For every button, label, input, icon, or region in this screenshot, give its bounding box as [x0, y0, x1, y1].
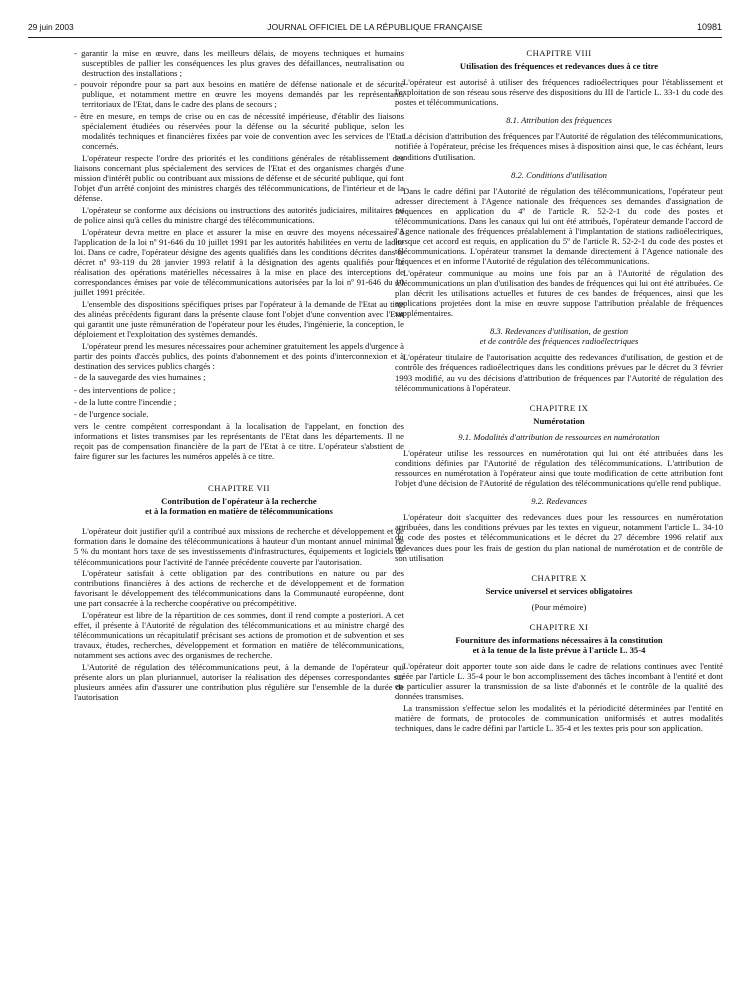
chapter-label: CHAPITRE IX — [529, 402, 589, 413]
paragraph: L'opérateur se conforme aux décisions ou instructions des autorités judiciaires, militaires ou de police ainsi qu'à celles du ministre chargé des télécommunications. — [74, 204, 404, 225]
section-heading-line: 8.3. Redevances d'utilisation, de gestion — [489, 326, 629, 337]
list-item: - de l'urgence sociale. — [74, 408, 149, 419]
chapter-label: CHAPITRE XI — [529, 621, 589, 632]
paragraph: L'opérateur satisfait à cette obligation par des contributions en nature ou par des contributions financières à des actions de recherche et de développement et de formation favorisant le développement des télécommunications dans la Communauté européenne, dont une part consacrée à la recherche coopérative ou précompétitive. — [74, 568, 404, 609]
section-heading-line: et de contrôle des fréquences radioélectriques — [479, 336, 639, 347]
section-heading: 9.1. Modalités d'attribution de ressources en numérotation — [458, 431, 660, 442]
paragraph: L'opérateur doit justifier qu'il a contribué aux missions de recherche et développement et de formation dans le domaine des télécommunications à hauteur d'un montant annuel minimal de 5 % du montant hors taxe de ses investissements d'infrastructures, équipements et logiciels de télécommunications pour l'activité de l'année précédente couverte par l'autorisation. — [74, 526, 404, 567]
header-date: 29 juin 2003 — [28, 22, 74, 32]
chapter-label: CHAPITRE VII — [208, 483, 270, 494]
list-item: - de la lutte contre l'incendie ; — [74, 396, 177, 407]
chapter-title — [74, 496, 404, 516]
chapter-title-line: et à la tenue de la liste prévue à l'article L. 35-4 — [472, 644, 646, 655]
list-item: - des interventions de police ; — [74, 384, 176, 395]
paragraph: Dans le cadre défini par l'Autorité de régulation des télécommunications, l'opérateur peut adresser directement à l'Agence nationale des fréquences ses demandes d'assignation de fréquences en application du 4º de l'article R. 52-2-1 du code des postes et télécommunications. Dans les canaux qui lui ont été attribués, l'opérateur demande l'accord de l'Agence nationale des fréquences préalablement à l'implantation de stations radioélectriques, lorsque cet accord est requis, en application du 5º de l'article R. 52-2-1 du code des postes et télécommunications. L'opérateur transmet la demande directement à l'Agence nationale des fréquences et en informe l'Autorité de régulation des télécommunications. — [395, 185, 723, 267]
list-item: - être en mesure, en temps de crise ou en cas de nécessité impérieuse, d'établir des liaisons spécialement étudiées ou réservées pour la défense ou la sécurité publique, selon les modalités techniques et financières fixées par voie de convention avec les services de l'Etat concernés. — [74, 110, 404, 151]
paragraph: L'opérateur est libre de la répartition de ces sommes, dont il rend compte a posteriori. A cet effet, il présente à l'Autorité de régulation des télécommunications et au ministre chargé des télécommunications un récapitulatif précisant ses actions de promotion et de subvention et ses travaux, études, recherches, développement et formation en matière de télécommunications, notamment ses actions avec des organismes de recherche. — [74, 610, 404, 661]
paragraph: vers le centre compétent correspondant à la localisation de l'appelant, en fonction des informations et listes transmises par les représentants de l'Etat dans les départements. Il ne reçoit pas de compensation financière de la part de l'Etat à ce titre. L'opérateur s'abstient de faire figurer sur les factures les numéros appelés à ce titre. — [74, 420, 404, 462]
paragraph: L'opérateur communique au moins une fois par an à l'Autorité de régulation des télécommunications un plan d'utilisation des bandes de fréquences qui lui ont été attribuées. Ce plan décrit les utilisations actuelles et futures de ces bandes de fréquences, ainsi que les applications projetées dont la mise en œuvre suppose l'attribution préalable de fréquences supplémentaires. — [395, 267, 723, 319]
section-heading — [395, 326, 723, 346]
memo-note: (Pour mémoire) — [531, 601, 587, 612]
list-item: - de la sauvegarde des vies humaines ; — [74, 372, 206, 383]
header-rule — [28, 37, 722, 38]
page-header — [28, 22, 722, 36]
chapter-title — [395, 635, 723, 655]
section-heading: 8.2. Conditions d'utilisation — [511, 169, 607, 180]
paragraph: L'opérateur doit s'acquitter des redevances dues pour les ressources en numérotation attribuées, dans les conditions prévues par les textes en vigueur, notamment l'article L. 34-10 du code des postes et télécommunications et le décret du 27 décembre 1996 relatif aux redevances dues pour les frais de gestion du plan national de numérotation et de contrôle de son utilisation — [395, 512, 723, 563]
chapter-title: Utilisation des fréquences et redevances dues à ce titre — [459, 61, 659, 72]
chapter-label: CHAPITRE X — [531, 572, 587, 583]
right-column — [395, 48, 723, 735]
paragraph: L'opérateur doit apporter toute son aide dans le cadre de relations continues avec l'entité créée par l'article L. 35-4 pour le bon accomplissement des tâches incombant à l'entité et dont en particulier assurer la transmission de sa liste d'abonnés et le contrôle de la qualité des données transmises. — [395, 660, 723, 702]
chapter-title-line: et à la formation en matière de télécommunications — [145, 506, 333, 517]
paragraph: L'Autorité de régulation des télécommunications peut, à la demande de l'opérateur qui présente alors un plan pluriannuel, autoriser la réalisation des dépenses correspondantes sur plusieurs années afin d'assurer une contribution plus régulière sur l'ensemble de la durée de l'autorisation — [74, 661, 404, 703]
emergency-services-list — [74, 372, 404, 418]
chapter-label: CHAPITRE VIII — [526, 48, 592, 58]
paragraph: L'ensemble des dispositions spécifiques prises par l'opérateur à la demande de l'Etat au titre des alinéas précédents figurant dans la présente clause font l'objet d'une convention avec l'Etat qui garantit une juste rémunération de l'opérateur pour les études, l'ingénierie, la conception, le déploiement et l'exploitation des systèmes demandés. — [74, 298, 404, 340]
paragraph: L'opérateur est autorisé à utiliser des fréquences radioélectriques pour l'établissement et l'exploitation de son réseau sous réserve des dispositions du III de l'article L. 33-1 du code des postes et télécommunications. — [395, 77, 723, 108]
paragraph: L'opérateur titulaire de l'autorisation acquitte des redevances d'utilisation, de gestion et de contrôle des fréquences radioélectriques dans les conditions prévues par le décret du 3 février 1993 modifié, au vu des décisions d'attribution de fréquences par l'Autorité de régulation des télécommunications à l'opérateur. — [395, 352, 723, 393]
paragraph: La transmission s'effectue selon les modalités et la périodicité déterminées par l'entité en matière de formats, de protocoles de communication uniformisés et autres modalités techniques, dans le cadre défini par l'article L. 35-4 et les textes pris pour son application. — [395, 702, 723, 734]
paragraph: L'opérateur utilise les ressources en numérotation qui lui ont été attribuées dans les conditions définies par l'Autorité de régulation des télécommunications. L'attribution de ressources en numérotation à l'opérateur ainsi que toute modification de cette attribution font l'objet d'une décision de l'Autorité de régulation des télécommunications qu'elle rend publique. — [395, 447, 723, 489]
list-item: - garantir la mise en œuvre, dans les meilleurs délais, de moyens techniques et humains susceptibles de pallier les conséquences les plus graves des défaillances, neutralisation ou destruction des installations ; — [74, 48, 404, 79]
paragraph: La décision d'attribution des fréquences par l'Autorité de régulation des télécommunications, notifiée à l'opérateur, précise les fréquences mises à disposition ainsi que, le cas échéant, leurs conditions d'utilisation. — [395, 131, 723, 162]
chapter-title-line: Contribution de l'opérateur à la recherche — [161, 496, 317, 507]
left-column — [74, 48, 404, 704]
chapter-title: Numérotation — [533, 415, 585, 426]
paragraph: L'opérateur prend les mesures nécessaires pour acheminer gratuitement les appels d'urgence à partir des points d'accès publics, des points d'abonnement et des points d'interconnexion et à destination des services publics chargés : — [74, 340, 404, 371]
chapter-title: Service universel et services obligatoires — [485, 585, 633, 596]
paragraph: L'opérateur devra mettre en place et assurer la mise en œuvre des moyens nécessaires à l'application de la loi nº 91-646 du 10 juillet 1991 par les autorités habilitées en vertu de ladite loi. Dans ce cadre, l'opérateur désigne des agents qualifiés dans les conditions décrites dans le décret nº 93-119 du 28 janvier 1993 relatif à la désignation des agents qualifiés pour la réalisation des opérations matérielles nécessaires à la mise en place des interceptions de correspondances émises par voie de télécommunications autorisées par la loi nº 91-646 du 10 juillet 1991 précitée. — [74, 226, 404, 298]
paragraph: L'opérateur respecte l'ordre des priorités et les conditions générales de rétablissement des liaisons concernant plus spécialement des services de l'Etat et des organismes chargés d'une mission d'intérêt public ou contribuant aux missions de défense et de sécurité publique, qui font l'objet d'un arrêté conjoint des ministres chargés des télécommunications, de l'intérieur et de la défense. — [74, 152, 404, 204]
section-heading: 8.1. Attribution des fréquences — [506, 115, 612, 126]
list-item: - pouvoir répondre pour sa part aux besoins en matière de défense nationale et de sécurité publique, et notamment mettre en œuvre les moyens demandés par les représentants territoriaux de l'Etat, dans le cadre des plans de secours ; — [74, 79, 404, 110]
section-heading: 9.2. Redevances — [531, 496, 587, 507]
chapter-title-line: Fourniture des informations nécessaires à la constitution — [455, 634, 663, 645]
header-title: JOURNAL OFFICIEL DE LA RÉPUBLIQUE FRANÇAISE — [267, 22, 483, 32]
page-number: 10981 — [696, 22, 722, 32]
obligations-list — [74, 48, 404, 151]
